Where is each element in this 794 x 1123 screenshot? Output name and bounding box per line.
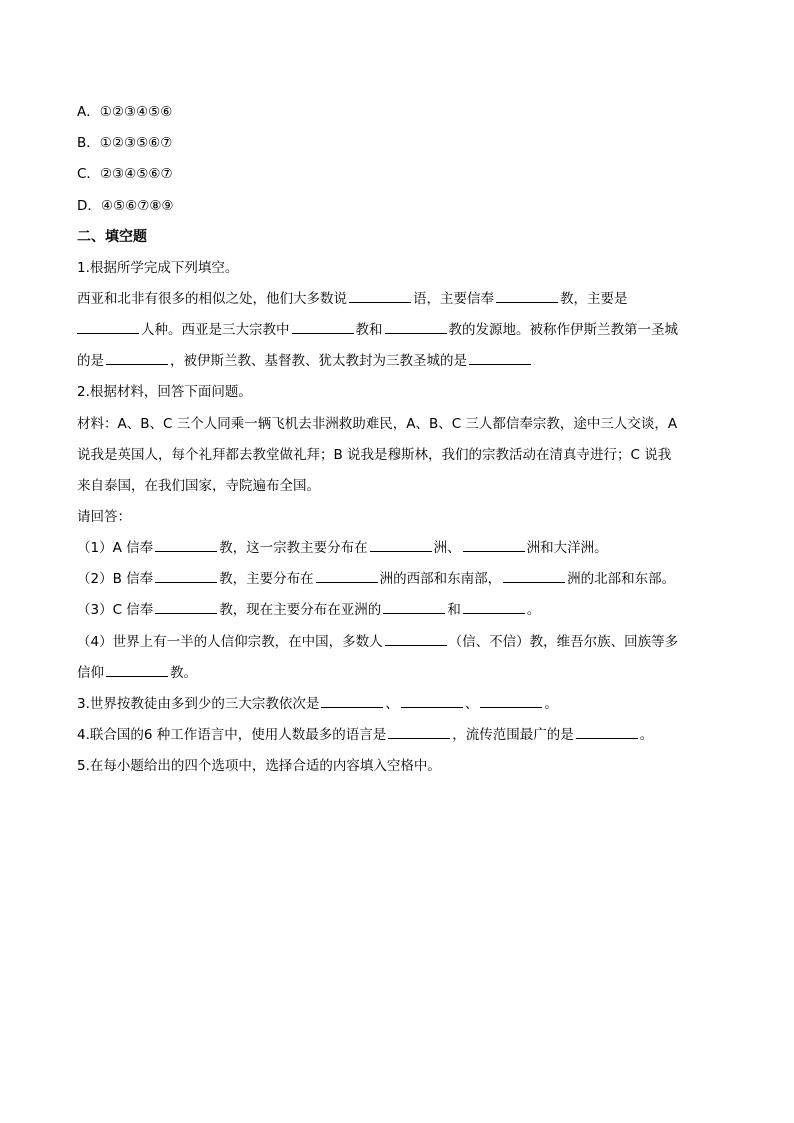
- question-2-sub-4: [77, 632, 678, 652]
- answer-blank[interactable]: [401, 694, 463, 708]
- section-title: 二、填空题: [77, 229, 147, 245]
- text: 语，主要信奉: [413, 291, 494, 307]
- text: 。: [639, 727, 654, 743]
- text: 、: [385, 696, 399, 712]
- question-2-sub-2: [77, 569, 675, 589]
- text: 教，这一宗教主要分布在: [219, 540, 368, 556]
- question-4: [77, 725, 653, 745]
- answer-blank[interactable]: [480, 694, 542, 708]
- text: （3）C 信奉: [77, 602, 154, 618]
- option-b: [77, 133, 172, 153]
- text: 教，现在主要分布在亚洲的: [219, 602, 382, 618]
- answer-blank[interactable]: [463, 538, 525, 552]
- question-2-material-2: 说我是英国人，每个礼拜都去教堂做礼拜；B 说我是穆斯林，我们的宗教活动在清真寺进行；C 说我: [77, 447, 672, 463]
- text: 教，主要分布在: [219, 571, 314, 587]
- text: 的是: [77, 353, 104, 369]
- text: 。: [544, 696, 558, 712]
- option-label: B．: [77, 135, 100, 151]
- question-3: [77, 694, 558, 714]
- text: （1）A 信奉: [77, 540, 154, 556]
- answer-blank[interactable]: [155, 600, 217, 614]
- question-2-sub-1: [77, 538, 608, 558]
- answer-blank[interactable]: [463, 600, 525, 614]
- answer-blank[interactable]: [316, 569, 378, 583]
- answer-blank[interactable]: [385, 632, 447, 646]
- answer-blank[interactable]: [292, 320, 354, 334]
- question-1-line-3: [77, 351, 533, 371]
- question-2-material-1: 材料：A、B、C 三个人同乘一辆飞机去非洲救助难民，A、B、C 三人都信奉宗教，途中三人交谈，A: [77, 416, 678, 432]
- option-label: D．: [77, 198, 101, 214]
- text: ，流传范围最广的是: [452, 727, 574, 743]
- answer-blank[interactable]: [388, 725, 450, 739]
- answer-blank[interactable]: [349, 289, 411, 303]
- option-d: [77, 196, 174, 216]
- answer-blank[interactable]: [503, 569, 565, 583]
- answer-blank[interactable]: [155, 569, 217, 583]
- option-value: ①②③④⑤⑥: [99, 104, 173, 120]
- answer-blank[interactable]: [469, 351, 531, 365]
- text: 西亚和北非有很多的相似之处，他们大多数说: [77, 291, 347, 307]
- answer-blank[interactable]: [321, 694, 383, 708]
- text: 3.世界按教徒由多到少的三大宗教依次是: [77, 696, 320, 712]
- text: 洲和大洋洲。: [526, 540, 608, 556]
- answer-blank[interactable]: [106, 351, 168, 365]
- text: 和: [447, 602, 461, 618]
- answer-blank[interactable]: [383, 600, 445, 614]
- question-1-line-2: [77, 320, 678, 340]
- text: 洲的北部和东部。: [567, 571, 676, 587]
- option-value: ②③④⑤⑥⑦: [99, 166, 173, 182]
- answer-blank[interactable]: [385, 320, 447, 334]
- option-a: [77, 102, 172, 122]
- option-value: ④⑤⑥⑦⑧⑨: [100, 198, 174, 214]
- text: 教，主要是: [560, 291, 628, 307]
- answer-blank[interactable]: [576, 725, 638, 739]
- question-5: 5.在每小题给出的四个选项中，选择合适的内容填入空格中。: [77, 758, 441, 774]
- text: （信、不信）教，维吾尔族、回族等多: [448, 634, 679, 650]
- option-value: ①②③⑤⑥⑦: [99, 135, 173, 151]
- text: 教的发源地。被称作伊斯兰教第一圣城: [448, 322, 678, 338]
- text: 教和: [355, 322, 383, 338]
- text: 教。: [170, 665, 197, 681]
- question-1-stem: 1.根据所学完成下列填空。: [77, 260, 239, 276]
- question-2-sub-3: [77, 600, 540, 620]
- question-2-sub-4-cont: [77, 663, 197, 683]
- text: 、: [464, 696, 479, 712]
- question-1-line-1: [77, 289, 628, 309]
- answer-blank[interactable]: [155, 538, 217, 552]
- text: 洲的西部和东南部，: [379, 571, 502, 587]
- text: 4.联合国的6 种工作语言中，使用人数最多的语言是: [77, 727, 387, 743]
- option-label: A．: [77, 104, 100, 120]
- text: 人种。西亚是三大宗教中: [141, 322, 290, 338]
- text: 洲、: [433, 540, 461, 556]
- text: 。: [526, 602, 541, 618]
- question-2-ask: 请回答：: [77, 509, 131, 525]
- text: 信仰: [77, 665, 104, 681]
- answer-blank[interactable]: [77, 320, 139, 334]
- answer-blank[interactable]: [496, 289, 558, 303]
- text: （2）B 信奉: [77, 571, 154, 587]
- text: （4）世界上有一半的人信仰宗教，在中国，多数人: [77, 634, 383, 650]
- option-c: [77, 164, 173, 184]
- answer-blank[interactable]: [106, 663, 168, 677]
- question-2-material-3: 来自泰国，在我们国家，寺院遍布全国。: [77, 478, 320, 494]
- answer-blank[interactable]: [370, 538, 432, 552]
- question-2-stem: 2.根据材料，回答下面问题。: [77, 384, 252, 400]
- option-label: C．: [77, 166, 100, 182]
- text: ，被伊斯兰教、基督教、犹太教封为三教圣城的是: [170, 353, 467, 369]
